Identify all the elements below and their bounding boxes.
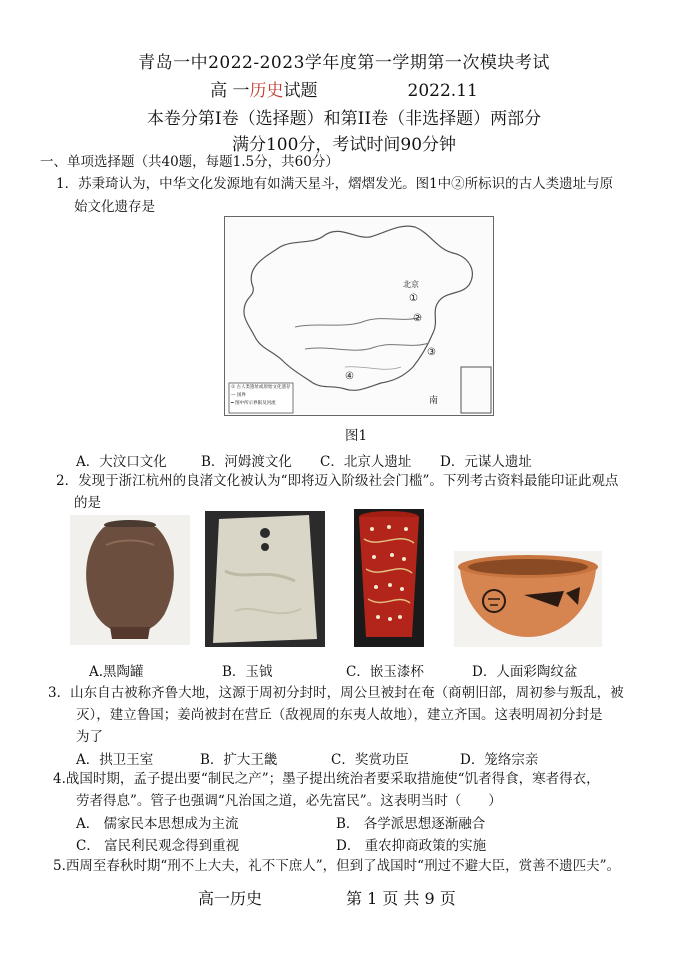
- legend-item-3: ━ 图中所示界限及河流: [231, 401, 276, 406]
- figure-caption: 图1: [345, 428, 368, 444]
- q4-text-line1: 4.战国时期，孟子提出要“制民之产”；墨子提出统治者要采取措施使“饥者得食，寒者得衣，: [53, 771, 600, 787]
- marker-4: ④: [345, 371, 354, 382]
- q2-text-line1: 2．发现于浙江杭州的良渚文化被认为“即将迈入阶级社会门槛”。下列考古资料最能印证此观点: [56, 473, 619, 489]
- footer-page-number: 第 1 页 共 9 页: [346, 889, 456, 908]
- painted-pottery-basin-image: [454, 551, 602, 647]
- subject-suffix: 试题: [283, 81, 318, 101]
- legend-item-2: — 国界: [231, 393, 246, 398]
- jade-axe-image: [205, 511, 325, 647]
- q3-option-b[interactable]: B．扩大王畿: [200, 752, 278, 768]
- q1-text-line2: 始文化遗存是: [74, 199, 155, 215]
- exam-date: 2022.11: [407, 81, 478, 101]
- black-pottery-jar-image: [70, 515, 190, 645]
- china-map-figure: [224, 216, 494, 416]
- exam-structure: 本卷分第Ⅰ卷（选择题）和第II卷（非选择题）两部分: [146, 109, 542, 129]
- section-heading: 一、单项选择题（共40题，每题1.5分，共60分）: [40, 154, 339, 170]
- q5-text-line1: 5.西周至春秋时期“刑不上大夫，礼不下庶人”，但到了战国时“刑过不避大臣，赏善不遗匹夫”。: [53, 858, 620, 874]
- q3-option-a[interactable]: A．拱卫王室: [76, 752, 154, 768]
- marker-1: ①: [409, 293, 418, 304]
- footer-subject: 高一历史: [198, 889, 263, 908]
- subject-name: 历史: [249, 81, 284, 101]
- q4-option-d[interactable]: D． 重农抑商政策的实施: [336, 838, 487, 854]
- q4-option-c[interactable]: C． 富民利民观念得到重视: [76, 838, 240, 854]
- q1-option-c[interactable]: C．北京人遗址: [320, 454, 412, 470]
- q2-option-a[interactable]: A.黑陶罐: [89, 664, 144, 680]
- map-legend: [231, 384, 290, 408]
- legend-item-1: ① 古人类遗址或原始文化遗存: [231, 385, 291, 390]
- q1-option-b[interactable]: B．河姆渡文化: [201, 454, 292, 470]
- q2-text-line2: 的是: [74, 495, 101, 511]
- marker-3: ③: [427, 347, 436, 358]
- q2-option-b[interactable]: B．玉钺: [222, 664, 273, 680]
- q3-option-c[interactable]: C．奖赏功臣: [331, 752, 409, 768]
- q4-option-b[interactable]: B． 各学派思想逐渐融合: [336, 816, 486, 832]
- label-beijing: 北京: [403, 280, 419, 289]
- jade-inlaid-lacquer-cup-image: [354, 509, 424, 647]
- q4-option-a[interactable]: A． 儒家民本思想成为主流: [76, 816, 239, 832]
- q2-option-d[interactable]: D．人面彩陶纹盆: [472, 664, 578, 680]
- q1-option-a[interactable]: A．大汶口文化: [76, 454, 167, 470]
- marker-2: ②: [413, 313, 422, 324]
- q3-text-line1: 3．山东自古被称齐鲁大地，这源于周初分封时，周公旦被封在奄（商朝旧部，周初参与叛乱，被: [48, 685, 624, 701]
- q3-text-line2: 灭），建立鲁国；姜尚被封在营丘（敌视周的东夷人故地），建立齐国。这表明周初分封是: [76, 707, 603, 723]
- subject-prefix: 高 一: [210, 81, 250, 101]
- q2-option-c[interactable]: C．嵌玉漆杯: [346, 664, 424, 680]
- q1-option-d[interactable]: D．元谋人遗址: [440, 454, 532, 470]
- q3-option-d[interactable]: D．笼络宗亲: [460, 752, 539, 768]
- q1-text-line1: 1．苏秉琦认为，中华文化发源地有如满天星斗，熠熠发光。图1中②所标识的古人类遗址与原: [56, 176, 614, 192]
- subject-line: [0, 76, 688, 101]
- exam-title: 青岛一中2022-2023学年度第一学期第一次模块考试: [138, 53, 550, 73]
- score-time: 满分100分，考试时间90分钟: [231, 135, 457, 155]
- q3-text-line3: 为了: [76, 729, 103, 745]
- q4-text-line2: 劳者得息”。管子也强调“凡治国之道，必先富民”。这表明当时（ ）: [76, 793, 502, 809]
- label-nan: 南: [429, 396, 439, 406]
